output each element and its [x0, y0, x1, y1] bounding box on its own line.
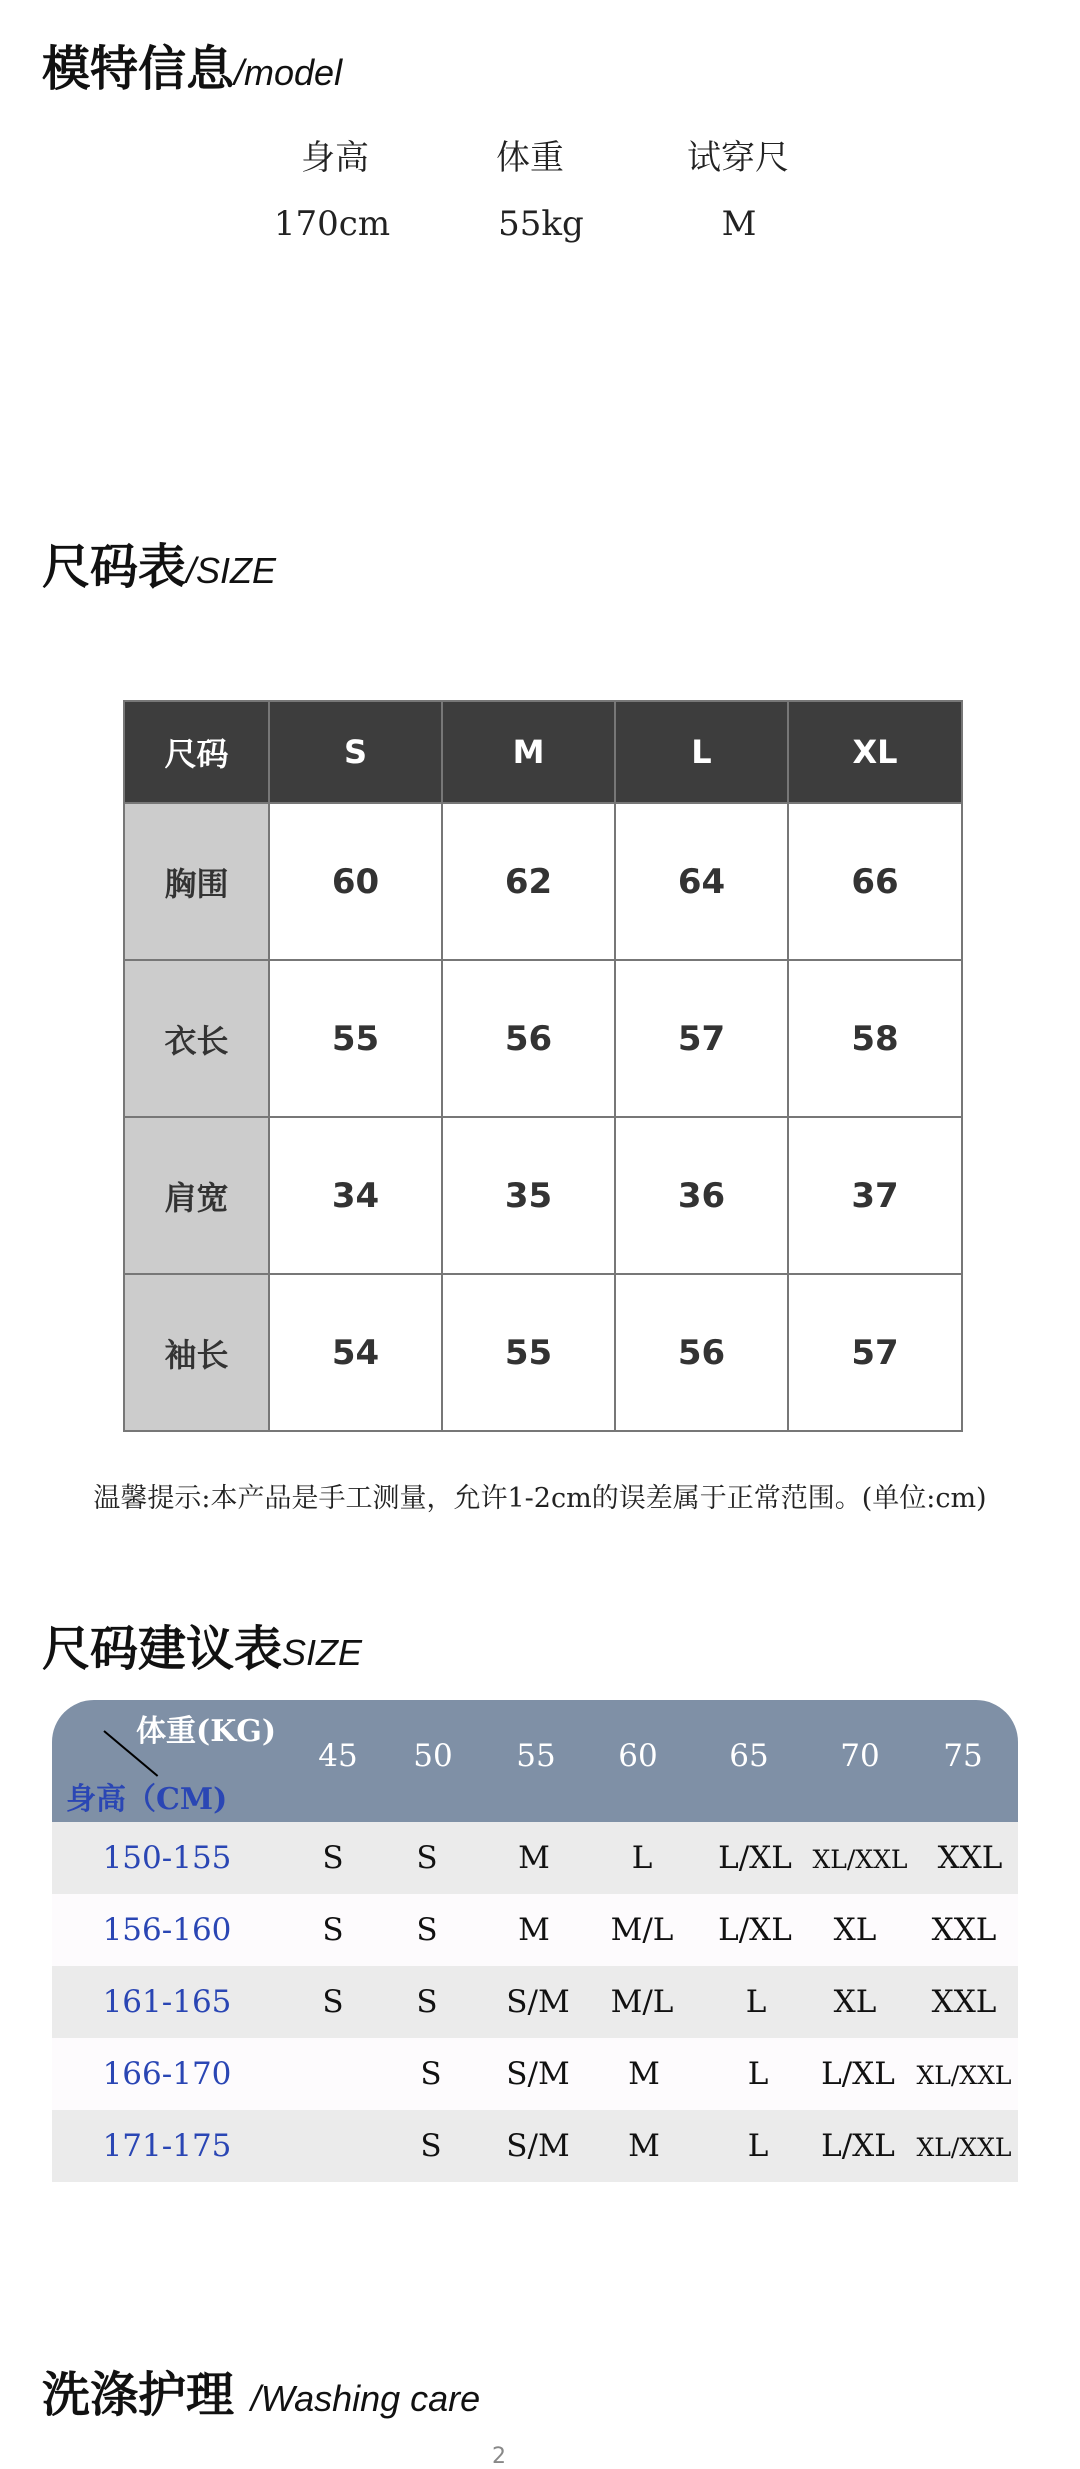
size-header: L	[615, 701, 788, 803]
model-subtitle: /model	[234, 52, 343, 93]
model-header-weight: 体重	[496, 138, 564, 178]
row-label: 肩宽	[124, 1117, 269, 1274]
table-cell: 57	[615, 960, 788, 1117]
size-header: S	[269, 701, 442, 803]
size-cell: M	[628, 2056, 660, 2092]
table-cell: 37	[788, 1117, 962, 1274]
table-cell: 58	[788, 960, 962, 1117]
size-cell: S/M	[506, 1984, 570, 2020]
height-range: 150-155	[102, 1840, 232, 1876]
size-cell: M/L	[610, 1912, 674, 1948]
table-cell: 66	[788, 803, 962, 960]
size-cell: XXL	[937, 1840, 1003, 1876]
table-row	[124, 803, 962, 960]
size-cell: S	[416, 1840, 438, 1876]
size-cell: L/XL	[821, 2128, 895, 2164]
size-cell: XL/XXL	[916, 2061, 1012, 2090]
size-cell: S	[322, 1840, 344, 1876]
size-cell: XL	[833, 1912, 877, 1948]
table-row	[52, 1822, 1018, 1894]
size-cell: L	[747, 2056, 769, 2092]
table-cell: 55	[269, 960, 442, 1117]
row-label: 衣长	[124, 960, 269, 1117]
size-cell: L/XL	[821, 2056, 895, 2092]
recommend-title: 尺码建议表	[42, 1621, 283, 1677]
washing-subtitle: /Washing care	[250, 2378, 481, 2419]
size-header: XL	[788, 701, 962, 803]
size-cell: L	[745, 1984, 767, 2020]
height-range: 156-160	[102, 1912, 232, 1948]
table-cell: 60	[269, 803, 442, 960]
model-section-title	[42, 30, 342, 99]
weight-header: 55	[516, 1738, 556, 1774]
weight-header: 65	[729, 1738, 769, 1774]
size-cell: S	[416, 1984, 438, 2020]
size-cell: XXL	[931, 1984, 997, 2020]
height-axis-label: 身高（CM)	[66, 1782, 228, 1817]
size-cell: S	[322, 1984, 344, 2020]
size-cell: S/M	[506, 2128, 570, 2164]
weight-header: 45	[318, 1738, 358, 1774]
size-cell: S	[420, 2056, 442, 2092]
size-cell: XXL	[931, 1912, 997, 1948]
table-cell: 56	[615, 1274, 788, 1431]
table-cell: 57	[788, 1274, 962, 1431]
model-value-height: 170cm	[273, 204, 391, 244]
model-value-size: M	[721, 204, 757, 244]
washing-title: 洗涤护理	[42, 2367, 235, 2423]
size-cell: S	[322, 1912, 344, 1948]
table-cell: 64	[615, 803, 788, 960]
table-cell: 35	[442, 1117, 615, 1274]
row-label: 袖长	[124, 1274, 269, 1431]
table-row	[52, 2110, 1018, 2182]
table-row	[52, 1894, 1018, 1966]
height-range: 161-165	[102, 1984, 232, 2020]
table-row	[124, 1274, 962, 1431]
page-number: 2	[492, 2444, 506, 2469]
recommend-header	[52, 1700, 1018, 1822]
size-cell: XL/XXL	[916, 2133, 1012, 2162]
table-cell: 55	[442, 1274, 615, 1431]
model-title: 模特信息	[42, 41, 235, 97]
washing-section-title	[42, 2356, 480, 2425]
size-section-title	[42, 528, 276, 597]
size-cell: L/XL	[718, 1840, 792, 1876]
model-value-weight: 55kg	[498, 204, 584, 244]
recommend-table	[52, 1700, 1018, 2182]
size-cell: L/XL	[718, 1912, 792, 1948]
size-cell: S	[420, 2128, 442, 2164]
size-cell: M/L	[610, 1984, 674, 2020]
height-range: 166-170	[102, 2056, 232, 2092]
table-cell: 34	[269, 1117, 442, 1274]
table-row	[52, 1966, 1018, 2038]
table-cell: 56	[442, 960, 615, 1117]
size-cell: M	[518, 1912, 550, 1948]
weight-header: 60	[618, 1738, 658, 1774]
size-cell: S/M	[506, 2056, 570, 2092]
table-cell: 36	[615, 1117, 788, 1274]
model-header-height: 身高	[301, 138, 369, 178]
size-title: 尺码表	[42, 539, 187, 595]
table-row	[124, 1117, 962, 1274]
model-header-size: 试穿尺	[687, 138, 789, 178]
size-cell: S	[416, 1912, 438, 1948]
size-cell: XL	[833, 1984, 877, 2020]
height-range: 171-175	[102, 2128, 232, 2164]
size-table	[123, 700, 963, 1432]
size-cell: L	[747, 2128, 769, 2164]
size-table-header-row	[124, 701, 962, 803]
size-table-corner: 尺码	[124, 701, 269, 803]
size-cell: XL/XXL	[812, 1845, 908, 1874]
size-subtitle: /SIZE	[186, 550, 277, 591]
table-row	[124, 960, 962, 1117]
weight-header: 50	[413, 1738, 453, 1774]
size-cell: M	[628, 2128, 660, 2164]
weight-axis-label: 体重(KG)	[136, 1714, 277, 1749]
row-label: 胸围	[124, 803, 269, 960]
table-row	[52, 2038, 1018, 2110]
weight-header: 70	[840, 1738, 880, 1774]
table-cell: 54	[269, 1274, 442, 1431]
size-cell: M	[518, 1840, 550, 1876]
recommend-subtitle: SIZE	[282, 1632, 363, 1673]
recommend-section-title	[42, 1610, 362, 1679]
size-cell: L	[631, 1840, 653, 1876]
measurement-note: 温馨提示:本产品是手工测量，允许1-2cm的误差属于正常范围。(单位:cm)	[93, 1483, 987, 1514]
weight-header: 75	[943, 1738, 983, 1774]
table-cell: 62	[442, 803, 615, 960]
size-header: M	[442, 701, 615, 803]
